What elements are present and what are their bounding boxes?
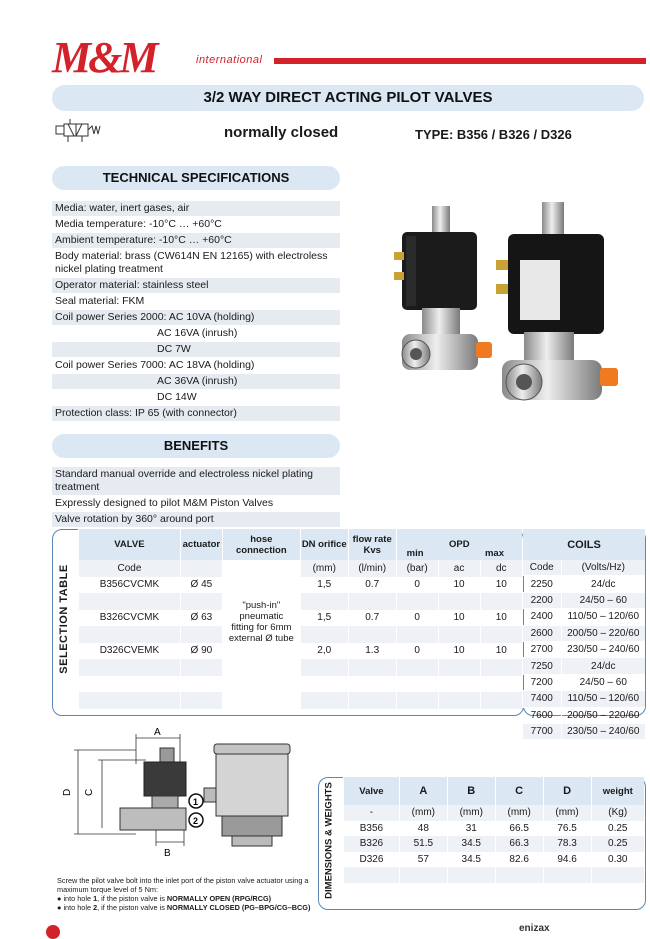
flow: 0.7 — [348, 610, 396, 627]
opd-min-value: 0 — [396, 610, 438, 627]
table-row — [523, 674, 645, 690]
logo-subtitle: international — [196, 54, 263, 66]
note-bullet-2: ● into hole 2, if the piston valve is NORMALLY CLOSED (PG–BPG/CG–BCG) — [57, 903, 311, 912]
col-d: D — [543, 777, 591, 805]
spec-row: Media: water, inert gases, air — [52, 201, 340, 217]
selection-side-label: SELECTION TABLE — [58, 564, 70, 674]
coil-voltage: 24/dc — [561, 658, 645, 674]
dim-label-c: C — [84, 788, 95, 796]
table-row — [79, 610, 523, 627]
table-row — [523, 707, 645, 723]
coils-table — [523, 529, 645, 740]
table-row — [79, 577, 523, 594]
product-photo — [372, 196, 628, 418]
coil-voltage: 200/50 – 220/60 — [561, 625, 645, 641]
col-valve: Valve — [344, 777, 400, 805]
dn: 1,5 — [300, 577, 348, 594]
coil-code: 7200 — [523, 674, 561, 690]
coil-voltage: 24/50 – 60 — [561, 592, 645, 608]
table-row — [523, 658, 645, 674]
unit-cell: Code — [523, 560, 561, 576]
coil-voltage: 200/50 – 220/60 — [561, 707, 645, 723]
opd-min-value: 0 — [396, 643, 438, 660]
actuator: Ø 45 — [180, 577, 222, 594]
dim-a: 57 — [399, 852, 447, 868]
valve-code: B356CVCMK — [79, 577, 181, 594]
col-c: C — [495, 777, 543, 805]
col-a: A — [399, 777, 447, 805]
benefit-row: Valve rotation by 360° around port — [52, 512, 340, 528]
brand-logo — [52, 33, 156, 82]
opd-max: max — [484, 548, 504, 559]
dim-a: 48 — [399, 821, 447, 837]
unit-cell: (mm) — [399, 805, 447, 821]
coil-code: 7250 — [523, 658, 561, 674]
dn: 2,0 — [300, 643, 348, 660]
coil-code: 7600 — [523, 707, 561, 723]
opd-min: min — [406, 548, 424, 559]
dim-d: 94.6 — [543, 852, 591, 868]
table-row — [523, 609, 645, 625]
selection-table — [78, 529, 522, 709]
dims-table — [343, 777, 644, 898]
opd-ac: 10 — [438, 577, 480, 594]
coil-voltage: 110/50 – 120/60 — [561, 691, 645, 707]
note-intro: Screw the pilot valve bolt into the inlet port of the piston valve actuator using a maximum torque level of 5 Nm: — [57, 876, 309, 894]
unit-cell: (mm) — [543, 805, 591, 821]
spec-row: Operator material: stainless steel — [52, 278, 340, 294]
coil-code: 2700 — [523, 641, 561, 657]
dim-label-a: A — [154, 727, 161, 738]
benefits-list — [52, 467, 340, 528]
opd-ac: 10 — [438, 610, 480, 627]
spec-row: Coil power Series 2000: AC 10VA (holding) — [52, 310, 340, 326]
logo-text: M&M — [52, 33, 156, 82]
hole-1-label: 1 — [193, 797, 199, 807]
dim-c: 66.3 — [495, 836, 543, 852]
unit-cell: (Volts/Hz) — [561, 560, 645, 576]
table-row — [523, 641, 645, 657]
col-actuator: actuator — [180, 529, 222, 560]
installation-note — [57, 876, 337, 912]
tech-heading: TECHNICAL SPECIFICATIONS — [52, 166, 340, 190]
dim-weight: 0.25 — [591, 836, 644, 852]
hole-2-label: 2 — [193, 816, 199, 826]
dim-b: 34.5 — [447, 836, 495, 852]
spec-row: DC 14W — [52, 390, 340, 406]
dim-label-b: B — [164, 848, 171, 859]
dim-b: 31 — [447, 821, 495, 837]
hose-cell: "push-in" pneumatic fitting for 6mm external Ø tube — [222, 560, 300, 709]
dim-d: 76.5 — [543, 821, 591, 837]
subtitle: normally closed — [224, 124, 339, 141]
dim-valve: D326 — [344, 852, 400, 868]
actuator: Ø 63 — [180, 610, 222, 627]
flow: 0.7 — [348, 577, 396, 594]
flow: 1.3 — [348, 643, 396, 660]
spec-row: Seal material: FKM — [52, 294, 340, 310]
unit-cell: ac — [438, 560, 480, 577]
opd-dc: 10 — [480, 610, 522, 627]
col-weight: weight — [591, 777, 644, 805]
coil-code: 2600 — [523, 625, 561, 641]
unit-cell: dc — [480, 560, 522, 577]
coil-code: 7400 — [523, 691, 561, 707]
opd-dc: 10 — [480, 577, 522, 594]
table-row — [79, 643, 523, 660]
type-label: TYPE: B356 / B326 / D326 — [415, 127, 572, 142]
table-row — [344, 821, 645, 837]
spec-row: DC 7W — [52, 342, 340, 358]
unit-cell: (l/min) — [348, 560, 396, 577]
dim-c: 66.5 — [495, 821, 543, 837]
coil-voltage: 24/50 – 60 — [561, 674, 645, 690]
unit-cell: - — [344, 805, 400, 821]
dim-valve: B356 — [344, 821, 400, 837]
dim-weight: 0.30 — [591, 852, 644, 868]
dim-valve: B326 — [344, 836, 400, 852]
benefit-row: Standard manual override and electroless nickel plating treatment — [52, 467, 340, 496]
footer-brand: enizax — [519, 923, 550, 934]
spec-row: Body material: brass (CW614N EN 12165) with electroless nickel plating treatment — [52, 249, 340, 278]
coil-code: 2400 — [523, 609, 561, 625]
actuator: Ø 90 — [180, 643, 222, 660]
opd-min-value: 0 — [396, 577, 438, 594]
col-dn: DN orifice — [300, 529, 348, 560]
dim-weight: 0.25 — [591, 821, 644, 837]
valve-symbol-icon — [50, 116, 112, 146]
spec-row: Ambient temperature: -10°C … +60°C — [52, 233, 340, 249]
dim-label-d: D — [62, 788, 73, 796]
unit-cell: (mm) — [495, 805, 543, 821]
table-row — [344, 836, 645, 852]
coil-code: 7700 — [523, 723, 561, 739]
spec-row: AC 16VA (inrush) — [52, 326, 340, 342]
coils-heading: COILS — [523, 529, 645, 560]
unit-cell: (mm) — [300, 560, 348, 577]
col-flow: flow rate Kvs — [348, 529, 396, 560]
unit-cell: (mm) — [447, 805, 495, 821]
dim-a: 51.5 — [399, 836, 447, 852]
col-hose: hose connection — [222, 529, 300, 560]
page-title: 3/2 WAY DIRECT ACTING PILOT VALVES — [52, 85, 644, 111]
dims-side-label: DIMENSIONS & WEIGHTS — [323, 782, 335, 899]
valve-code: B326CVCMK — [79, 610, 181, 627]
coil-code: 2250 — [523, 576, 561, 592]
spec-row: AC 36VA (inrush) — [52, 374, 340, 390]
dim-b: 34.5 — [447, 852, 495, 868]
table-row — [523, 576, 645, 592]
table-row — [523, 723, 645, 739]
col-opd: OPD min max — [396, 529, 522, 560]
coil-voltage: 230/50 – 240/60 — [561, 641, 645, 657]
unit-cell — [180, 560, 222, 577]
valve-code: D326CVEMK — [79, 643, 181, 660]
unit-cell: Code — [79, 560, 181, 577]
table-row — [523, 592, 645, 608]
technical-drawing — [56, 724, 310, 872]
dim-c: 82.6 — [495, 852, 543, 868]
opd-dc: 10 — [480, 643, 522, 660]
table-row — [344, 852, 645, 868]
benefits-heading: BENEFITS — [52, 434, 340, 458]
page-marker-icon — [46, 925, 60, 939]
coil-voltage: 24/dc — [561, 576, 645, 592]
spec-list — [52, 201, 340, 422]
spec-row: Protection class: IP 65 (with connector) — [52, 406, 340, 422]
header-rule — [274, 58, 646, 64]
unit-cell: (bar) — [396, 560, 438, 577]
col-valve: VALVE — [79, 529, 181, 560]
col-b: B — [447, 777, 495, 805]
benefit-row: Expressly designed to pilot M&M Piston Valves — [52, 496, 340, 512]
table-row — [523, 625, 645, 641]
unit-cell: (Kg) — [591, 805, 644, 821]
coil-voltage: 110/50 – 120/60 — [561, 609, 645, 625]
spec-row: Coil power Series 7000: AC 18VA (holding) — [52, 358, 340, 374]
note-bullet-1: ● into hole 1, if the piston valve is NORMALLY OPEN (RPG/RCG) — [57, 894, 272, 903]
coil-code: 2200 — [523, 592, 561, 608]
opd-ac: 10 — [438, 643, 480, 660]
table-row — [523, 691, 645, 707]
coil-voltage: 230/50 – 240/60 — [561, 723, 645, 739]
dim-d: 78.3 — [543, 836, 591, 852]
dn: 1,5 — [300, 610, 348, 627]
spec-row: Media temperature: -10°C … +60°C — [52, 217, 340, 233]
